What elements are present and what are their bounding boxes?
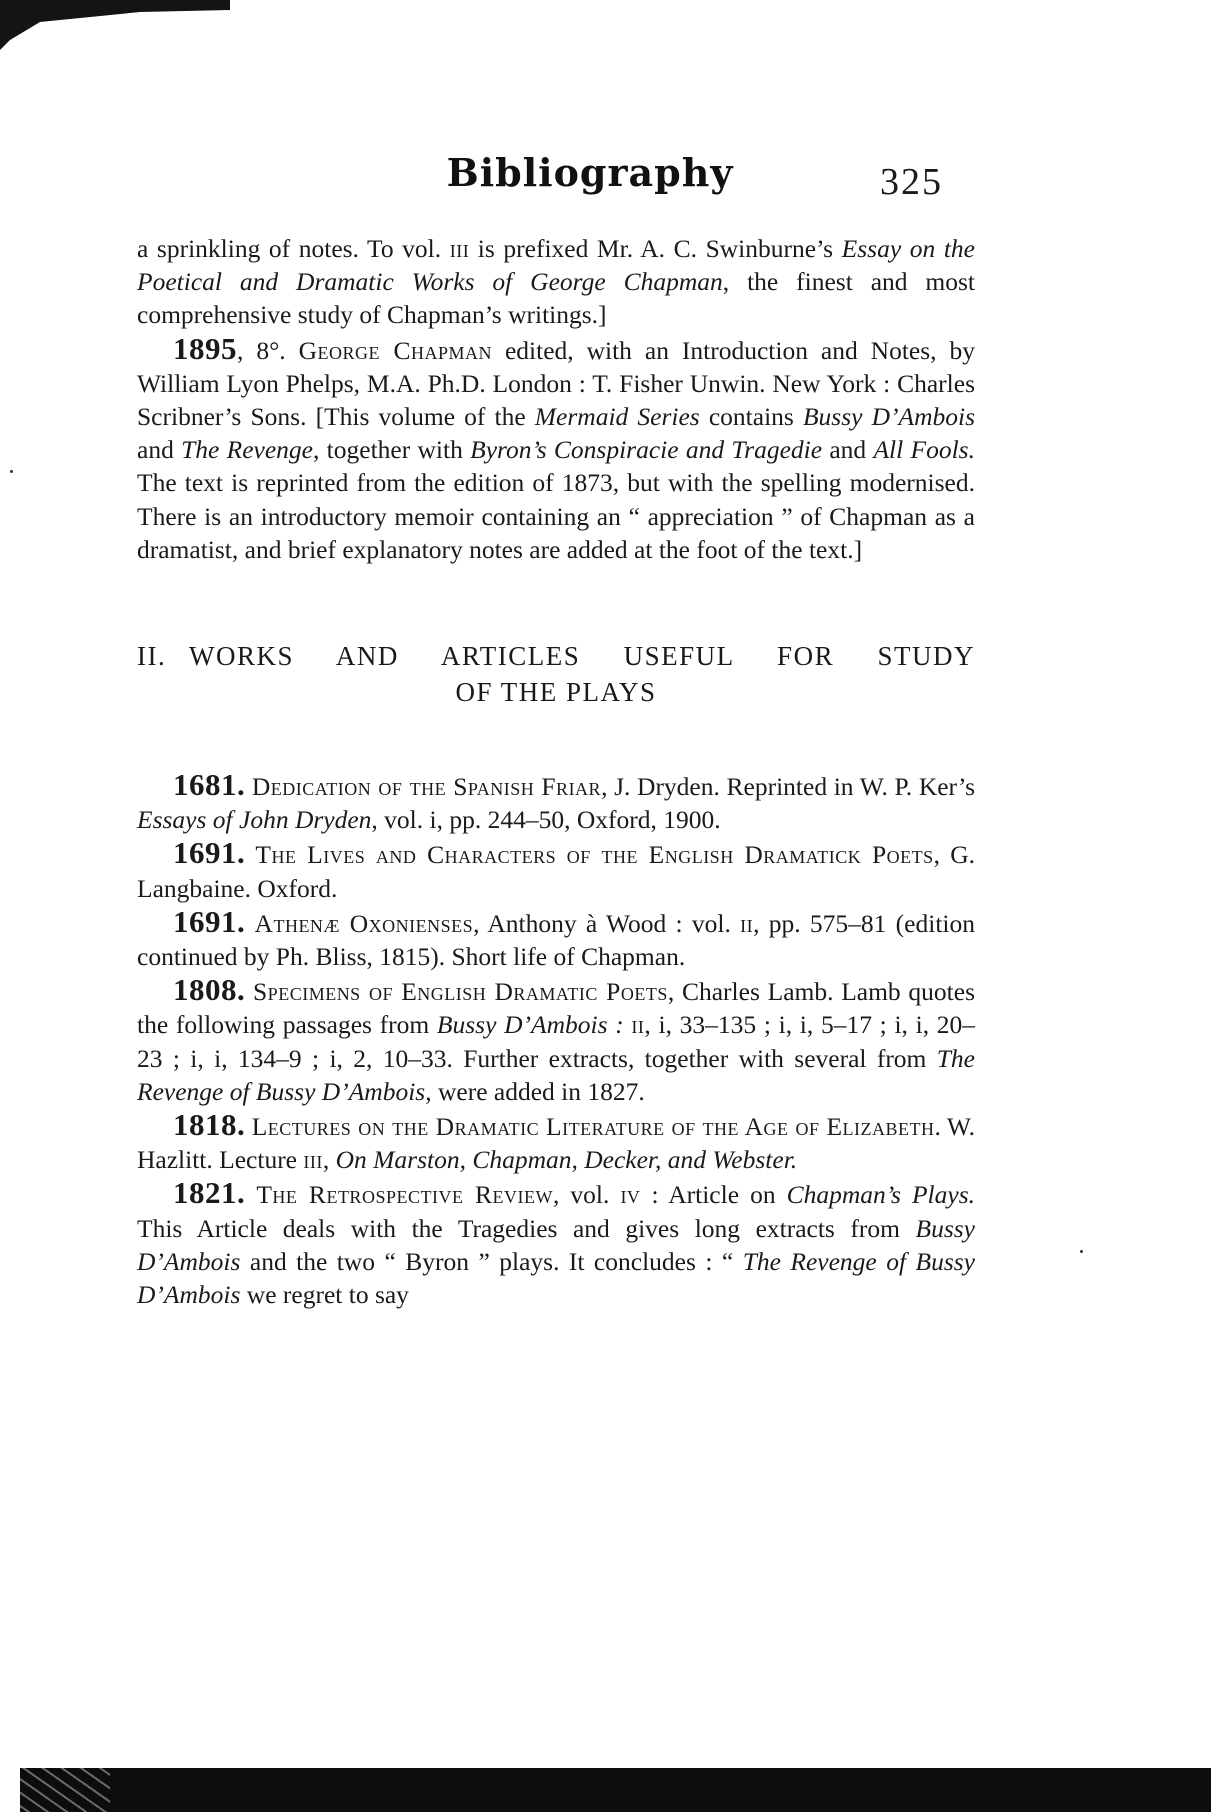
page-header [0,150,1211,210]
entry-title: Lectures on the Dramatic Literature of the Age of Elizabeth [251,1112,935,1142]
entry-title: Dedication of the Spanish Friar [251,772,602,802]
entry-1818: 1818. Lectures on the Dramatic Literature of the Age of Elizabeth. W. Hazlitt. Lecture iii, On Marston, Chapman, Decker, and Webster. [137,1107,975,1175]
entry-1691-wood: 1691. Athenæ Oxonienses, Anthony à Wood : vol. ii, pp. 575–81 (edition continued by Ph. Bliss, 1815). Short life of Chapman. [137,903,975,972]
page-bottom-edge [20,1768,1211,1812]
running-head: Bibliography [446,150,734,195]
section-title-line-1: WORKS AND ARTICLES USEFUL FOR STUDY [189,641,975,672]
page-number: 325 [880,161,943,203]
scan-speck [1080,1250,1083,1253]
entry-year: 1691. [173,903,246,939]
section-heading [137,638,975,710]
entry-year: 1821. [173,1175,246,1211]
entry-title: Specimens of English Dramatic Poets [253,977,668,1007]
entry-1895: 1895, 8°. George Chapman edited, with an Introduction and Notes, by William Lyon Phelps, M.A. Ph.D. London : T. Fisher Unwin. New York : Charles Scribner’s Sons. [This volume of the Mermaid Series contains Bussy D’Ambois and The Revenge, together with Byron’s Conspiracie and Tragedie and All Fools. The text is reprinted from the edition of 1873, but with the spelling modernised. There is an introductory memoir containing an “ appreciation ” of Chapman as a dramatist, and brief explanatory notes are added at the foot of the text.] [137,330,975,564]
entry-title: Athenæ Oxonienses [254,908,474,938]
entry-1821: 1821. The Retrospective Review, vol. iv : Article on Chapman’s Plays. This Article deals with the Tragedies and gives long extracts from Bussy D’Ambois and the two “ Byron ” plays. It concludes : “ The Revenge of Bussy D’Ambois we regret to say [137,1175,976,1310]
section-number: II. [137,641,167,672]
section-title-line-2: OF THE PLAYS [455,677,657,708]
entry-title: George Chapman [298,335,492,365]
entry-year: 1691. [173,835,246,871]
page-body [137,232,975,1311]
scan-speck [10,470,13,473]
entry-year: 1808. [173,972,246,1008]
entry-year: 1818. [173,1107,246,1143]
edge-speckle [20,1768,110,1812]
entry-year: 1681. [173,767,246,803]
entry-title: The Retrospective Review [256,1180,553,1210]
entry-year: 1895 [173,330,237,366]
entry-title: The Lives and Characters of the English Dramatick Poets [255,840,934,870]
page-edge-smudge [0,0,230,60]
entry-1691-langbaine: 1691. The Lives and Characters of the English Dramatick Poets, G. Langbaine. Oxford. [137,835,975,903]
continuation-paragraph: a sprinkling of notes. To vol. iii is prefixed Mr. A. C. Swinburne’s Essay on the Poetical and Dramatic Works of George Chapman, the finest and most comprehensive study of Chapman’s writings.] [137,234,976,330]
entry-1681: 1681. Dedication of the Spanish Friar, J. Dryden. Reprinted in W. P. Ker’s Essays of John Dryden, vol. i, pp. 244–50, Oxford, 1900. [137,767,976,835]
entry-1808: 1808. Specimens of English Dramatic Poets, Charles Lamb. Lamb quotes the following passages from Bussy D’Ambois : ii, i, 33–135 ; i, i, 5–17 ; i, i, 20–23 ; i, i, 134–9 ; i, 2, 10–33. Further extracts, together with several from The Revenge of Bussy D’Ambois, were added in 1827. [137,972,976,1106]
